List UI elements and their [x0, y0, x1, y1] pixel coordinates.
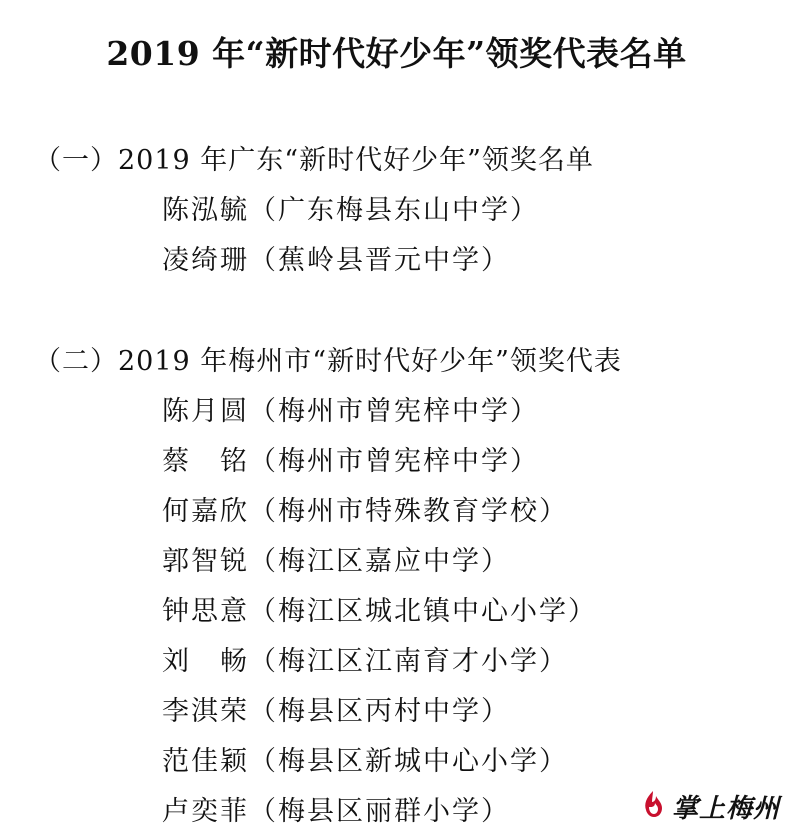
flame-logo-icon: [640, 789, 666, 823]
page-title: 2019 年“新时代好少年”领奖代表名单: [106, 34, 687, 73]
section-2-heading: （二）2019 年梅州市“新时代好少年”领奖代表: [34, 346, 622, 377]
watermark-text: 掌上梅州: [672, 793, 781, 824]
list-item: 李淇荣（梅县区丙村中学）: [162, 696, 510, 727]
list-item: 卢奕菲（梅县区丽群小学）: [162, 796, 510, 827]
watermark-logo: [640, 788, 780, 824]
list-item: 蔡 铭（梅州市曾宪梓中学）: [162, 446, 539, 477]
list-item: 钟思意（梅江区城北镇中心小学）: [162, 596, 597, 627]
list-item: 刘 畅（梅江区江南育才小学）: [162, 646, 568, 677]
list-item: 陈月圆（梅州市曾宪梓中学）: [162, 396, 539, 427]
list-item: 郭智锐（梅江区嘉应中学）: [162, 546, 510, 577]
list-item: 何嘉欣（梅州市特殊教育学校）: [162, 496, 568, 527]
list-item: 凌绮珊（蕉岭县晋元中学）: [162, 245, 510, 276]
section-1-heading: （一）2019 年广东“新时代好少年”领奖名单: [34, 145, 594, 176]
list-item: 范佳颖（梅县区新城中心小学）: [162, 746, 568, 777]
list-item: 陈泓毓（广东梅县东山中学）: [162, 195, 539, 226]
